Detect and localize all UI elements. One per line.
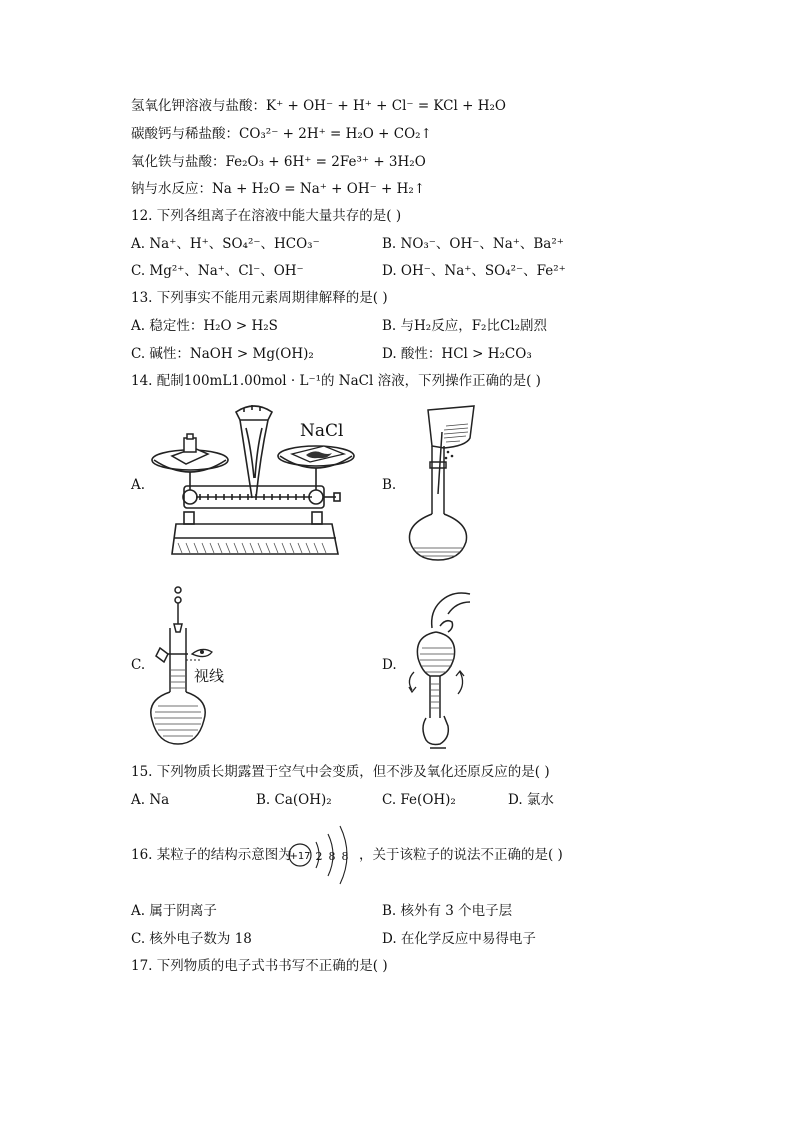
q15-option-b: B. Ca(OH)₂ <box>256 792 332 808</box>
shell-1-count: 2 <box>315 850 323 863</box>
pouring-flask-figure <box>400 402 490 562</box>
q13-option-d: D. 酸性：HCl > H₂CO₃ <box>382 346 532 362</box>
q11-option-c: 氧化铁与盐酸：Fe₂O₃ + 6H⁺ = 2Fe³⁺ + 3H₂O <box>131 154 426 170</box>
q11-option-b: 碳酸钙与稀盐酸：CO₃²⁻ + 2H⁺ = H₂O + CO₂↑ <box>131 126 432 142</box>
q16-option-d: D. 在化学反应中易得电子 <box>382 931 536 947</box>
q15-option-d: D. 氯水 <box>508 792 554 808</box>
q14-label-a: A. <box>131 477 146 493</box>
nucleus-charge: +17 <box>289 851 311 862</box>
q16-option-b: B. 核外有 3 个电子层 <box>382 903 513 919</box>
q13-option-b: B. 与H₂反应，F₂比Cl₂剧烈 <box>382 318 548 334</box>
atom-structure-diagram <box>286 822 358 888</box>
q15-stem: 15. 下列物质长期露置于空气中会变质，但不涉及氧化还原反应的是( ) <box>131 764 550 780</box>
q13-option-a: A. 稳定性：H₂O > H₂S <box>131 318 278 334</box>
q15-option-a: A. Na <box>131 792 170 808</box>
q12-option-d: D. OH⁻、Na⁺、SO₄²⁻、Fe²⁺ <box>382 263 566 279</box>
q12-stem: 12. 下列各组离子在溶液中能大量共存的是( ) <box>131 208 402 224</box>
q12-option-c: C. Mg²⁺、Na⁺、Cl⁻、OH⁻ <box>131 263 304 279</box>
shell-2-count: 8 <box>328 850 336 863</box>
q16-option-a: A. 属于阴离子 <box>131 903 217 919</box>
q12-option-a: A. Na⁺、H⁺、SO₄²⁻、HCO₃⁻ <box>131 236 320 252</box>
q14-label-d: D. <box>382 657 397 673</box>
q14-label-b: B. <box>382 477 397 493</box>
q14-stem: 14. 配制100mL1.00mol · L⁻¹的 NaCl 溶液，下列操作正确的是( ) <box>131 373 541 389</box>
inverting-flask-figure <box>400 588 480 752</box>
q16-option-c: C. 核外电子数为 18 <box>131 931 252 947</box>
q13-stem: 13. 下列事实不能用元素周期律解释的是( ) <box>131 290 388 306</box>
shell-3-count: 8 <box>341 850 349 863</box>
q17-stem: 17. 下列物质的电子式书书写不正确的是( ) <box>131 958 388 974</box>
sightline-label: 视线 <box>194 667 225 685</box>
q11-option-a: 氢氧化钾溶液与盐酸：K⁺ + OH⁻ + H⁺ + Cl⁻ = KCl + H₂O <box>131 98 506 114</box>
q14-label-c: C. <box>131 657 146 673</box>
q15-option-c: C. Fe(OH)₂ <box>382 792 456 808</box>
q11-option-d: 钠与水反应：Na + H₂O = Na⁺ + OH⁻ + H₂↑ <box>131 181 426 197</box>
q13-option-c: C. 碱性：NaOH > Mg(OH)₂ <box>131 346 314 362</box>
q16-stem-before: 16. 某粒子的结构示意图为 <box>131 847 292 863</box>
q12-option-b: B. NO₃⁻、OH⁻、Na⁺、Ba²⁺ <box>382 236 564 252</box>
q16-stem-after: ，关于该粒子的说法不正确的是( ) <box>359 847 563 863</box>
nacl-label: NaCl <box>300 421 344 441</box>
